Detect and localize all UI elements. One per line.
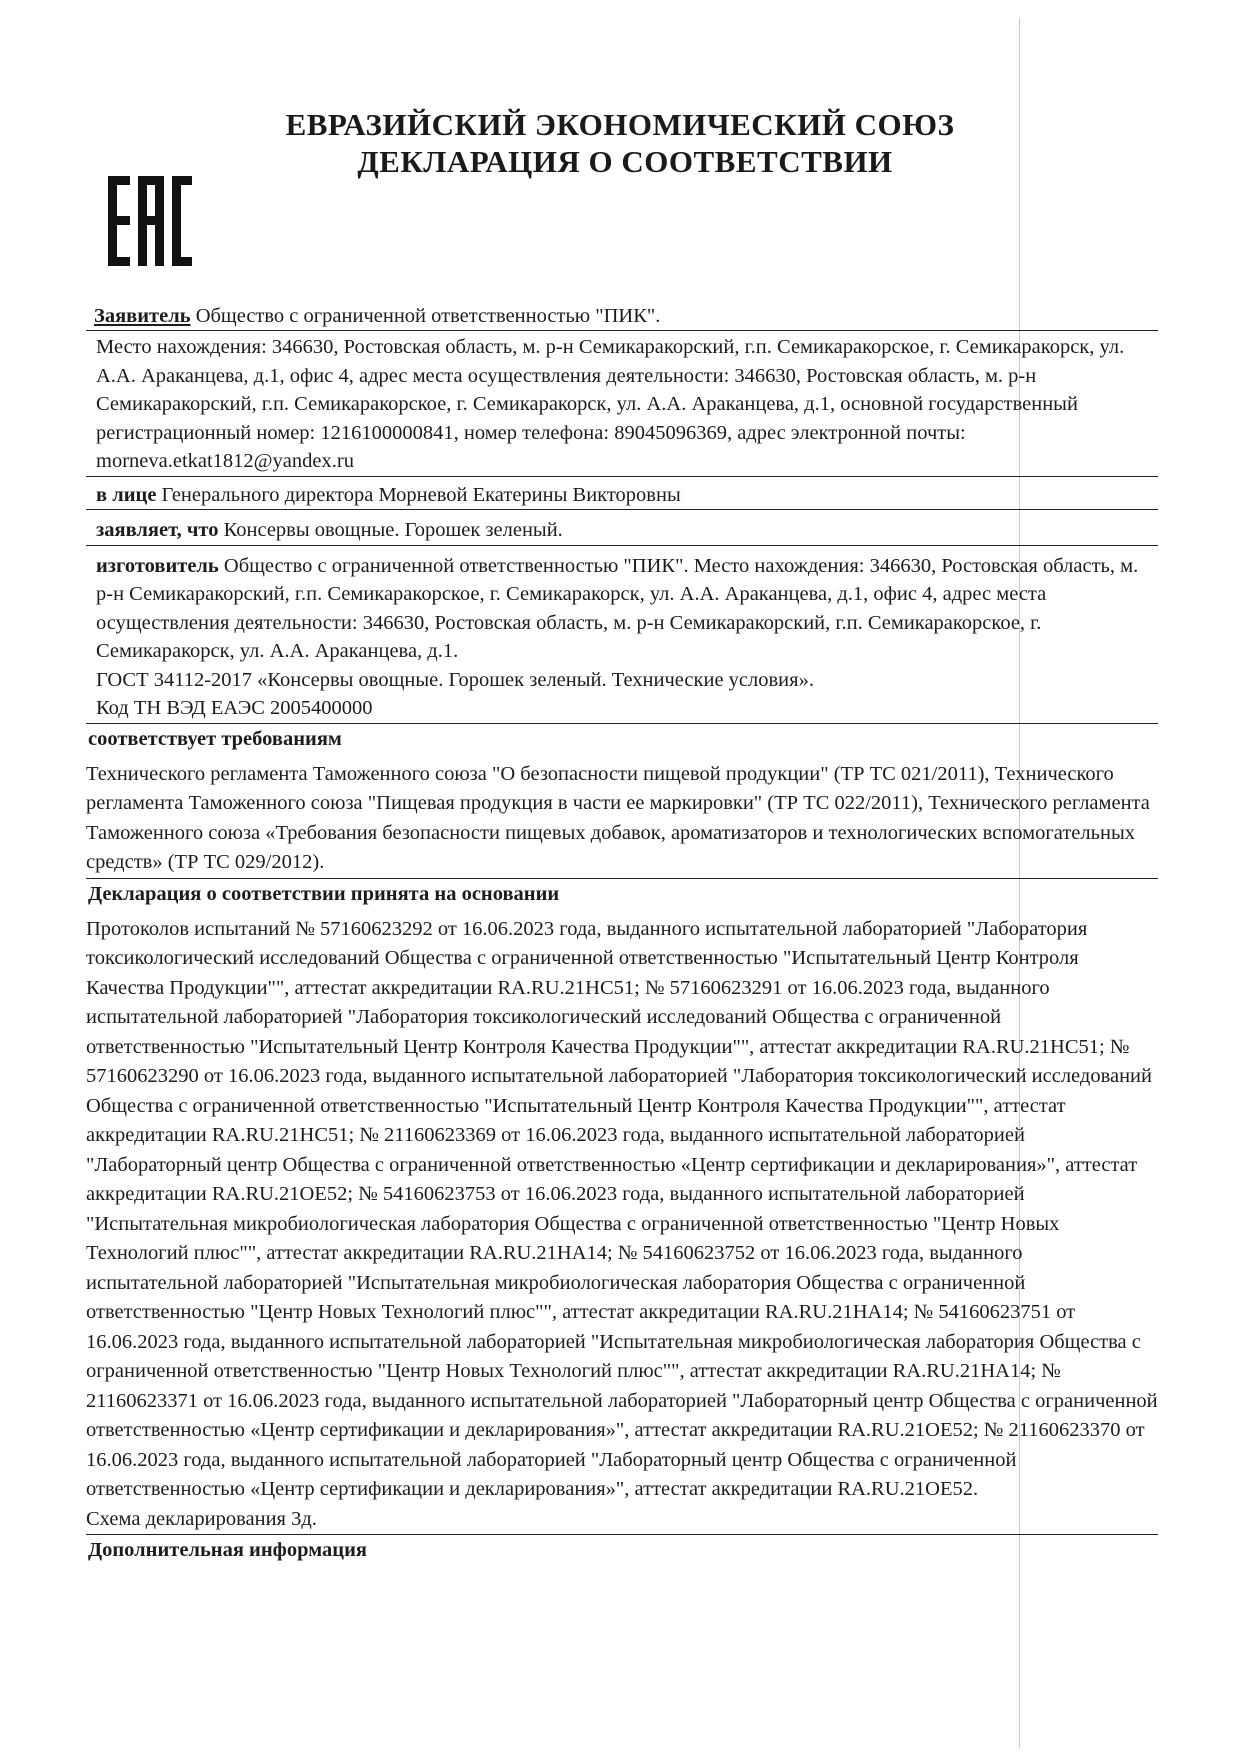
product-code: Код ТН ВЭД ЕАЭС 2005400000: [96, 697, 373, 719]
declares-label: заявляет, что: [96, 519, 219, 541]
declares-line: [86, 516, 1158, 546]
complies-heading: соответствует требованиям: [88, 727, 342, 750]
representative-text: Генерального директора Морневой Екатерины Викторовны: [161, 483, 681, 506]
eac-mark-icon: [108, 176, 192, 266]
additional-info-heading: Дополнительная информация: [88, 1539, 367, 1561]
applicant-line: [86, 302, 1158, 330]
applicant-name: Общество с ограниченной ответственностью "ПИК".: [195, 305, 661, 327]
product-standard: ГОСТ 34112-2017 «Консервы овощные. Горошек зеленый. Технические условия».: [96, 668, 814, 691]
declaration-scheme: Схема декларирования 3д.: [86, 1507, 317, 1530]
basis-block: [86, 915, 1158, 1536]
declaration-body: [86, 302, 1158, 1565]
representative-label: в лице: [96, 483, 157, 506]
union-title: ЕВРАЗИЙСКИЙ ЭКОНОМИЧЕСКИЙ СОЮЗ: [285, 107, 955, 142]
manufacturer-text: Общество с ограниченной ответственностью "ПИК". Место нахождения: 346630, Ростовская область, м. р-н Семикаракорский, г.п. Семикаракорское, г. Семикаракорск, ул. А.А. Араканцева, д.1, офис 4, адрес места осуществления деятельности: 346630, Ростовская область, м. р-н Семикаракорский, г.п. Семикаракорское, г. Семикаракорск, ул. А.А. Араканцева, д.1.: [96, 554, 1139, 662]
representative-line: [86, 481, 1158, 511]
applicant-label: Заявитель: [94, 305, 191, 327]
basis-heading: Декларация о соответствии принята на основании: [88, 882, 560, 905]
complies-text: Технического регламента Таможенного союза "О безопасности пищевой продукции" (ТР ТС 021/2011), Технического регламента Таможенного союза "Пищевая продукция в части ее маркировки" (ТР ТС 022/2011), Технического регламента Таможенного союза «Требования безопасности пищевых добавок, ароматизаторов и технологических вспомогательных средств» (ТР ТС 029/2012).: [86, 760, 1158, 879]
manufacturer-block: [86, 552, 1158, 724]
document-header: [0, 106, 1240, 180]
applicant-address-block: [86, 330, 1158, 477]
manufacturer-label: изготовитель: [96, 554, 219, 577]
product-name: Консервы овощные. Горошек зеленый.: [223, 519, 563, 541]
document-title: ДЕКЛАРАЦИЯ О СООТВЕТСТВИИ: [357, 144, 893, 179]
basis-text: Протоколов испытаний № 57160623292 от 16.06.2023 года, выданного испытательной лабораторией "Лаборатория токсикологический исследований Общества с ограниченной ответственностью "Испытательный Центр Контроля Качества Продукции"", аттестат аккредитации RA.RU.21НС51; № 57160623291 от 16.06.2023 года, выданного испытательной лабораторией "Лаборатория токсикологический исследований Общества с ограниченной ответственностью "Испытательный Центр Контроля Качества Продукции"", аттестат аккредитации RA.RU.21НС51; № 57160623290 от 16.06.2023 года, выданного испытательной лабораторией "Лаборатория токсикологический исследований Общества с ограниченной ответственностью "Испытательный Центр Контроля Качества Продукции"", аттестат аккредитации RA.RU.21НС51; № 21160623369 от 16.06.2023 года, выданного испытательной лабораторией "Лабораторный центр Общества с ограниченной ответственностью «Центр сертификации и декларирования»", аттестат аккредитации RA.RU.21ОЕ52; № 54160623753 от 16.06.2023 года, выданного испытательной лабораторией "Испытательная микробиологическая лаборатория Общества с ограниченной ответственностью "Центр Новых Технологий плюс"", аттестат аккредитации RA.RU.21НА14; № 54160623752 от 16.06.2023 года, выданного испытательной лабораторией "Испытательная микробиологическая лаборатория Общества с ограниченной ответственностью "Центр Новых Технологий плюс"", аттестат аккредитации RA.RU.21НА14; № 54160623751 от 16.06.2023 года, выданного испытательной лабораторией "Испытательная микробиологическая лаборатория Общества с ограниченной ответственностью "Центр Новых Технологий плюс"", аттестат аккредитации RA.RU.21НА14; № 21160623371 от 16.06.2023 года, выданного испытательной лабораторией "Лабораторный центр Общества с ограниченной ответственностью «Центр сертификации и декларирования»", аттестат аккредитации RA.RU.21ОЕ52; № 21160623370 от 16.06.2023 года, выданного испытательной лабораторией "Лабораторный центр Общества с ограниченной ответственностью «Центр сертификации и декларирования»", аттестат аккредитации RA.RU.21ОЕ52.: [86, 917, 1158, 1500]
applicant-address: Место нахождения: 346630, Ростовская область, м. р-н Семикаракорский, г.п. Семикаракорское, г. Семикаракорск, ул. А.А. Араканцева, д.1, офис 4, адрес места осуществления деятельности: 346630, Ростовская область, м. р-н Семикаракорский, г.п. Семикаракорское, г. Семикаракорск, ул. А.А. Араканцева, д.1, основной государственный регистрационный номер: 1216100000841, номер телефона: 89045096369, адрес электронной почты: morneva.etkat1812@yandex.ru: [96, 336, 1125, 472]
